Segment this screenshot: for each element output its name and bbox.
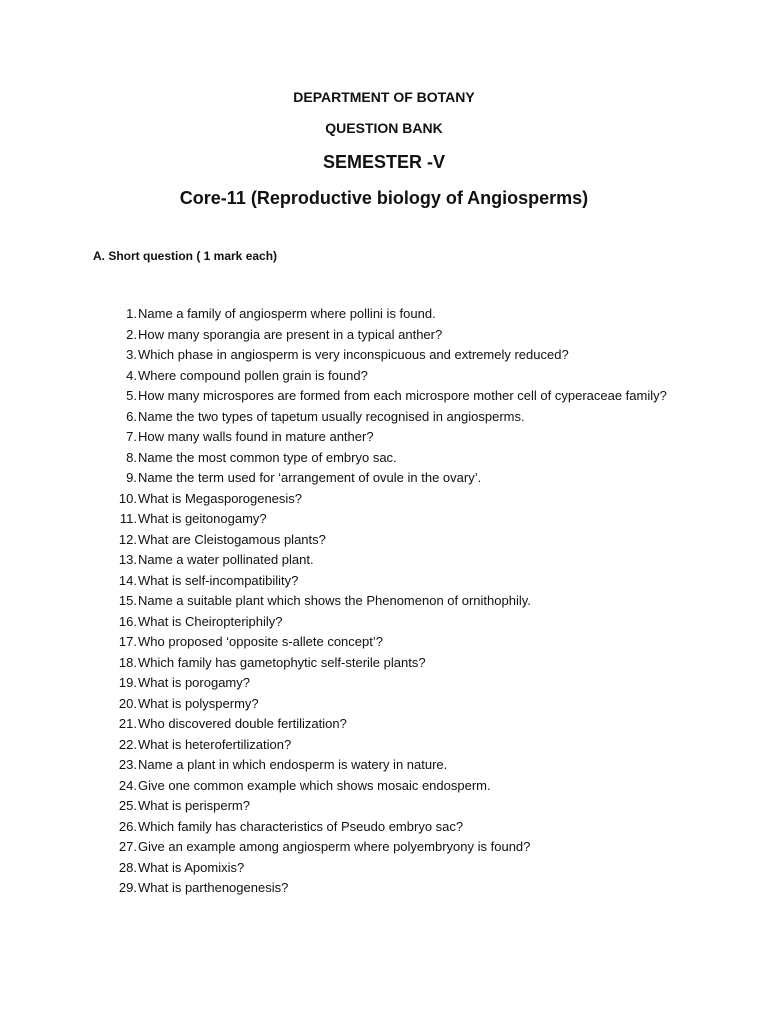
question-number: 5.	[126, 388, 137, 403]
course-title: Core-11 (Reproductive biology of Angiosperms)	[179, 188, 589, 208]
question-item	[0, 571, 768, 592]
question-text: Name a suitable plant which shows the Phenomenon of ornithophily.	[138, 593, 531, 608]
question-text: How many microspores are formed from each microspore mother cell of cyperaceae family?	[138, 388, 667, 403]
question-item	[0, 550, 768, 571]
question-text: Give an example among angiosperm where polyembryony is found?	[138, 839, 531, 854]
question-text: Which family has gametophytic self-sterile plants?	[138, 654, 426, 670]
question-item	[0, 366, 768, 387]
question-item	[0, 612, 768, 633]
question-text: What is perisperm?	[138, 798, 250, 813]
question-number: 6.	[126, 408, 137, 424]
question-item	[0, 878, 768, 899]
question-number: 26.	[118, 818, 137, 834]
question-item	[0, 837, 768, 858]
question-number: 8.	[126, 449, 137, 465]
question-number: 28.	[118, 859, 137, 875]
question-text: What is heterofertilization?	[138, 736, 292, 752]
question-item	[0, 776, 768, 797]
question-number: 14.	[118, 572, 137, 588]
question-number: 20.	[118, 695, 137, 711]
question-text: What is polyspermy?	[138, 695, 259, 711]
question-number: 21.	[118, 716, 137, 731]
question-text: Name the term used for ‘arrangement of ovule in the ovary’.	[138, 470, 482, 485]
question-item	[0, 817, 768, 838]
question-text: What is Cheiropteriphily?	[138, 613, 283, 629]
question-text: What is self-incompatibility?	[138, 572, 299, 588]
semester-heading: SEMESTER -V	[322, 152, 446, 172]
question-text: Name a water pollinated plant.	[138, 552, 314, 567]
question-number: 17.	[118, 634, 137, 649]
section-title: A. Short question ( 1 mark each)	[93, 249, 278, 263]
question-number: 16.	[118, 613, 137, 629]
question-number: 13.	[118, 552, 137, 567]
question-number: 7.	[126, 429, 137, 444]
question-number: 1.	[126, 306, 137, 321]
question-item	[0, 714, 768, 735]
question-number: 11.	[119, 511, 137, 526]
question-item	[0, 407, 768, 428]
question-text: What is Apomixis?	[138, 859, 245, 875]
question-text: What is Megasporogenesis?	[138, 490, 303, 506]
question-text: Name a family of angiosperm where pollini is found.	[138, 306, 436, 321]
question-number: 27.	[118, 839, 137, 854]
question-text: Name a plant in which endosperm is watery in nature.	[138, 757, 448, 772]
question-item	[0, 530, 768, 551]
question-number: 29.	[118, 880, 137, 895]
question-text: What is porogamy?	[138, 675, 250, 690]
question-number: 23.	[118, 757, 137, 772]
question-item	[0, 755, 768, 776]
question-item	[0, 632, 768, 653]
question-number: 3.	[126, 347, 137, 362]
question-number: 9.	[126, 470, 137, 485]
question-item	[0, 509, 768, 530]
question-item	[0, 386, 768, 407]
question-item	[0, 735, 768, 756]
question-number: 22.	[118, 736, 137, 752]
question-text: Who proposed ‘opposite s-allete concept’?	[138, 634, 383, 649]
question-item	[0, 673, 768, 694]
question-item	[0, 591, 768, 612]
question-text: Where compound pollen grain is found?	[138, 367, 368, 383]
question-number: 15.	[118, 593, 137, 608]
question-text: What is geitonogamy?	[138, 511, 267, 526]
question-item	[0, 345, 768, 366]
question-item	[0, 858, 768, 879]
question-number: 10.	[118, 490, 137, 506]
question-text: How many walls found in mature anther?	[138, 429, 374, 444]
question-item	[0, 694, 768, 715]
question-text: Give one common example which shows mosaic endosperm.	[138, 777, 491, 793]
question-number: 12.	[118, 531, 137, 547]
question-text: Which family has characteristics of Pseudo embryo sac?	[138, 818, 464, 834]
question-number: 2.	[126, 326, 137, 342]
question-item	[0, 448, 768, 469]
question-item	[0, 489, 768, 510]
question-text: Name the two types of tapetum usually recognised in angiosperms.	[138, 408, 525, 424]
question-text: Who discovered double fertilization?	[138, 716, 347, 731]
question-text: What is parthenogenesis?	[138, 880, 289, 895]
question-number: 4.	[126, 367, 137, 383]
department-heading: DEPARTMENT OF BOTANY	[293, 89, 475, 105]
question-text: What are Cleistogamous plants?	[138, 531, 326, 547]
question-item	[0, 653, 768, 674]
question-number: 18.	[118, 654, 137, 670]
question-number: 24.	[118, 777, 137, 793]
question-list	[0, 304, 768, 899]
document-type-heading: QUESTION BANK	[325, 120, 443, 136]
question-item	[0, 325, 768, 346]
question-text: Name the most common type of embryo sac.	[138, 449, 397, 465]
question-number: 19.	[118, 675, 137, 690]
question-text: How many sporangia are present in a typical anther?	[138, 326, 443, 342]
question-item	[0, 304, 768, 325]
question-number: 25.	[118, 798, 137, 813]
question-item	[0, 468, 768, 489]
question-item	[0, 427, 768, 448]
question-item	[0, 796, 768, 817]
question-text: Which phase in angiosperm is very inconspicuous and extremely reduced?	[138, 347, 569, 362]
